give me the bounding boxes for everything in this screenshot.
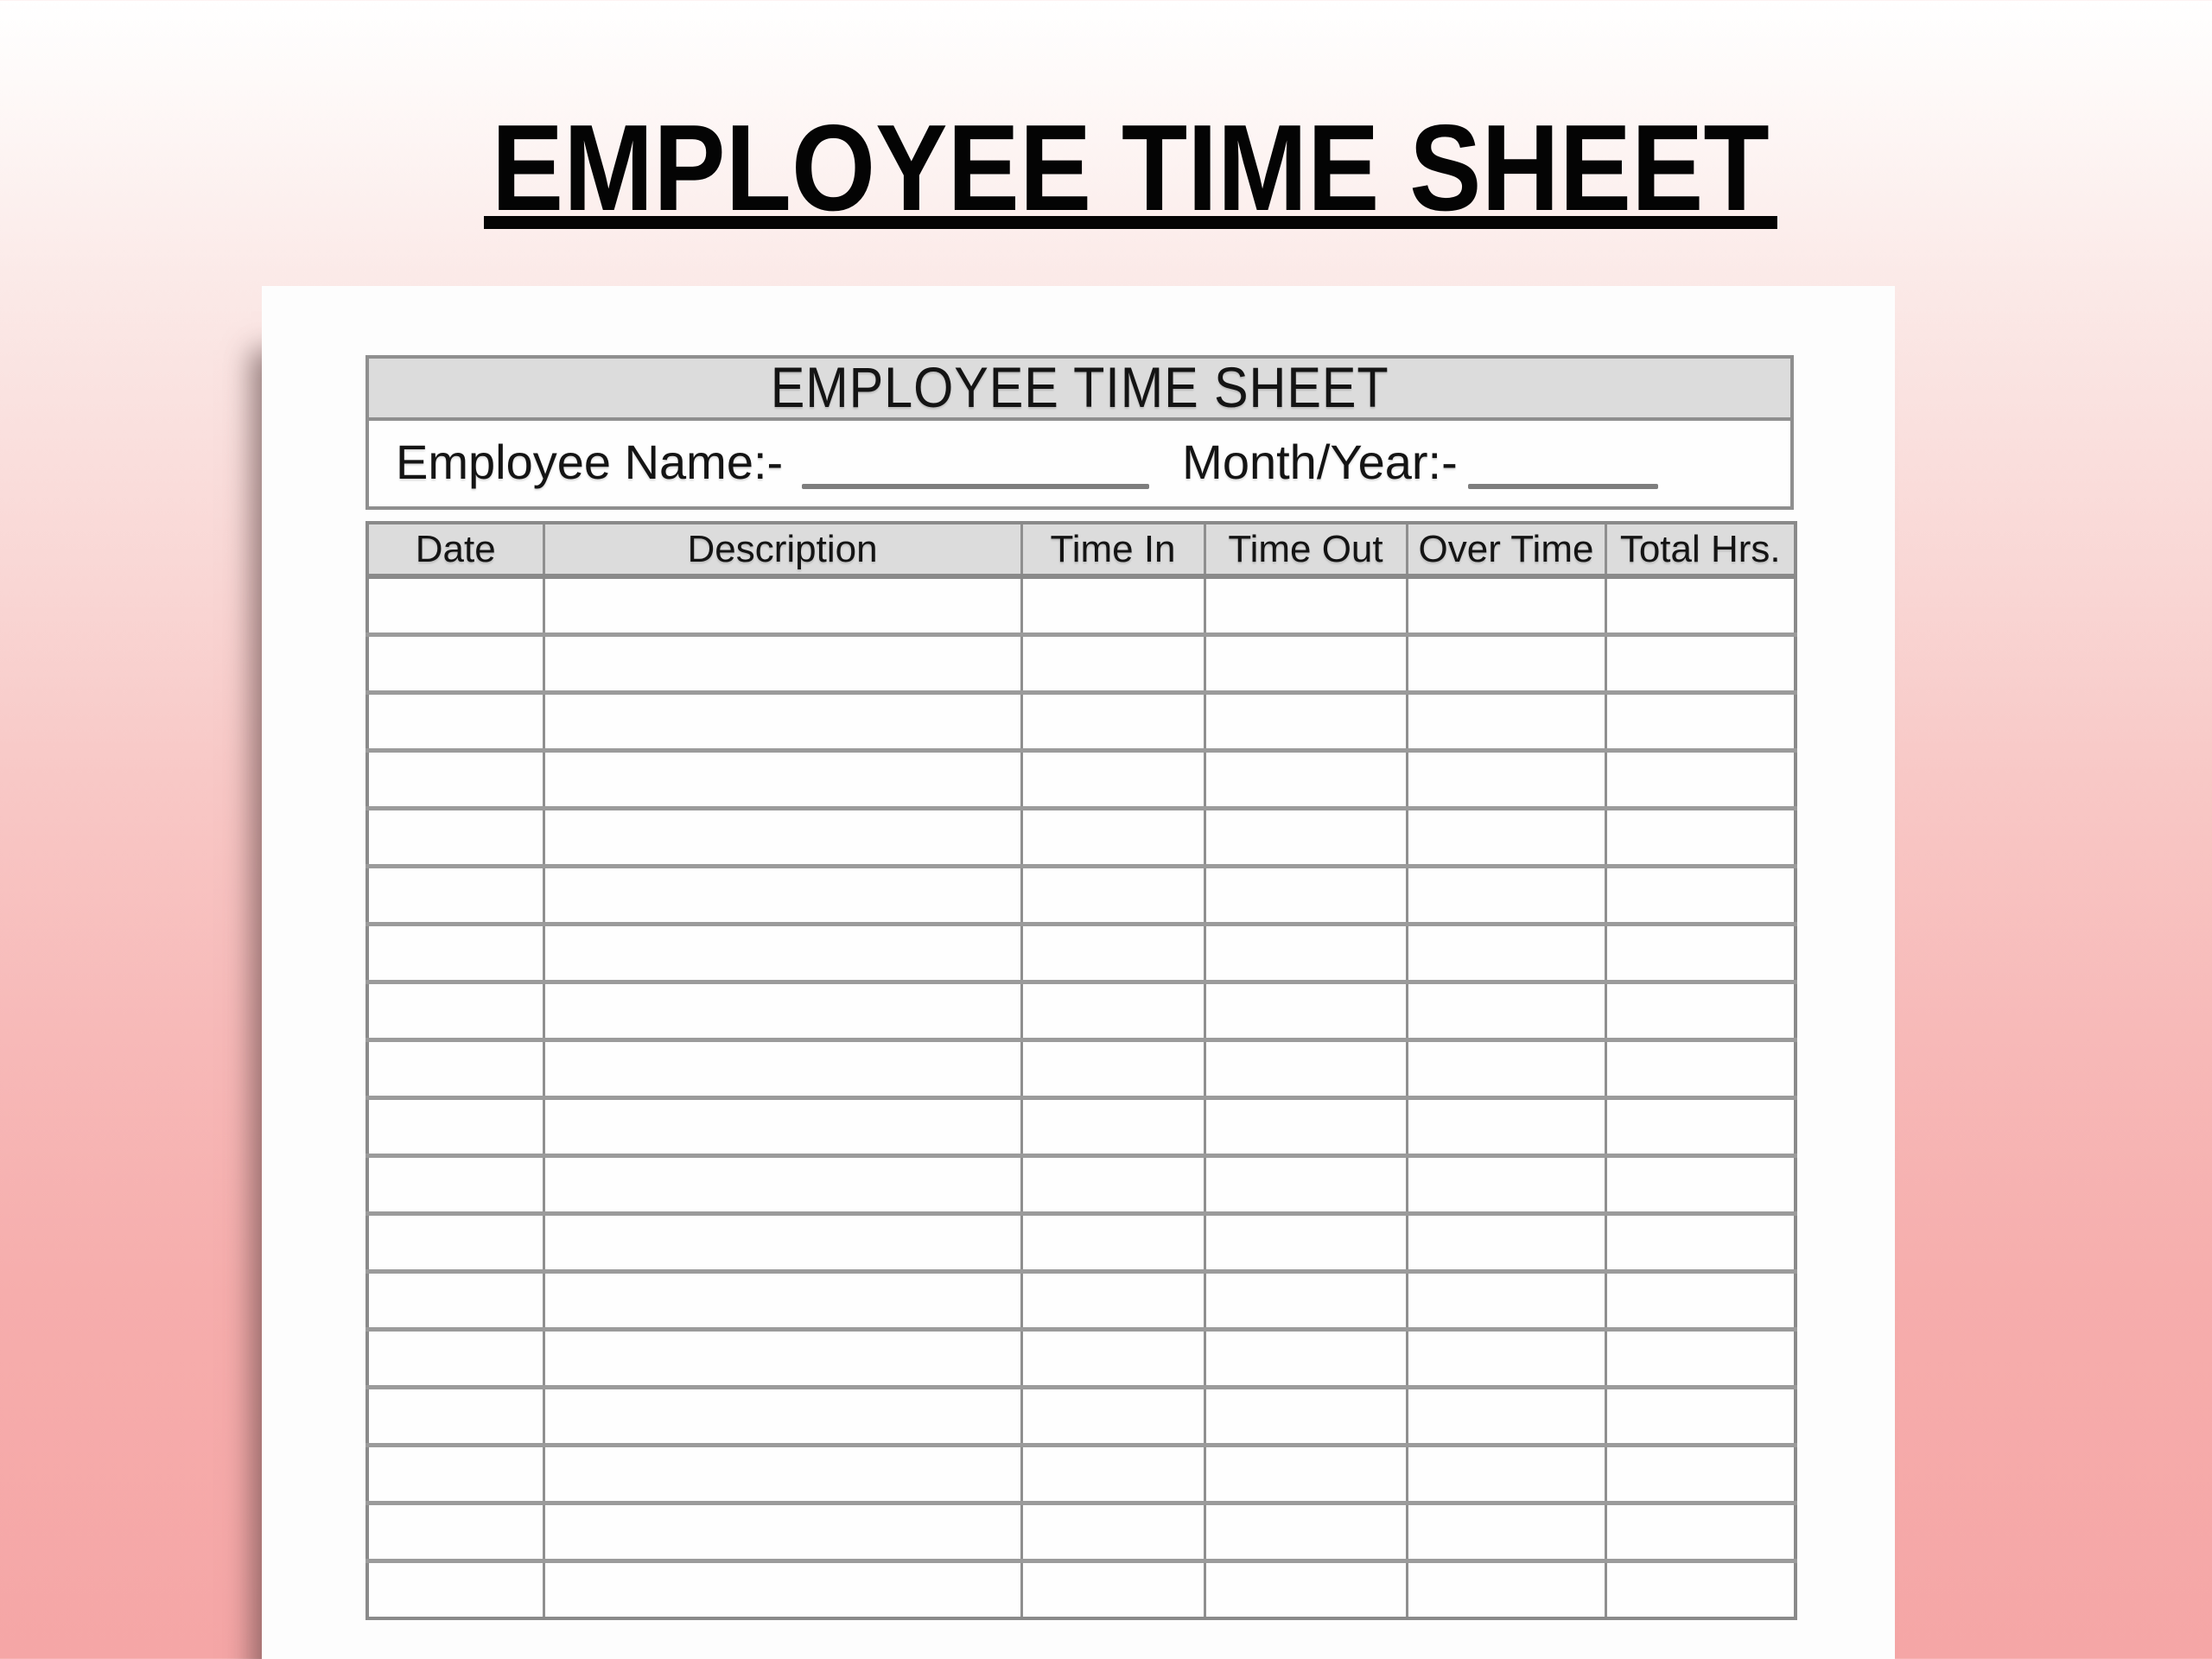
table-cell	[1021, 1503, 1205, 1560]
table-cell	[1605, 1213, 1796, 1271]
employee-name-input-line[interactable]	[802, 484, 1149, 489]
table-row	[367, 576, 1796, 634]
table-cell	[1407, 866, 1605, 924]
table-cell	[543, 1503, 1021, 1560]
table-cell	[1205, 1329, 1407, 1387]
table-cell	[1605, 750, 1796, 808]
table-cell	[1021, 1039, 1205, 1097]
table-cell	[543, 750, 1021, 808]
table-cell	[543, 634, 1021, 692]
employee-name-label: Employee Name:-	[396, 435, 784, 489]
column-header-over-time: Over Time	[1407, 523, 1605, 576]
table-cell	[1205, 576, 1407, 634]
month-year-label: Month/Year:-	[1182, 435, 1458, 489]
employee-info-row	[365, 421, 1794, 510]
table-cell	[1205, 1387, 1407, 1445]
table-cell	[367, 808, 543, 866]
table-cell	[367, 1560, 543, 1618]
table-row	[367, 808, 1796, 866]
table-row	[367, 1445, 1796, 1503]
table-cell	[1605, 1387, 1796, 1445]
table-cell	[1021, 692, 1205, 750]
table-cell	[1021, 982, 1205, 1039]
table-row	[367, 866, 1796, 924]
table-cell	[1407, 808, 1605, 866]
table-cell	[1205, 1503, 1407, 1560]
table-cell	[1605, 1039, 1796, 1097]
table-cell	[1021, 1387, 1205, 1445]
column-header-date: Date	[367, 523, 543, 576]
table-row	[367, 692, 1796, 750]
month-year-input-line[interactable]	[1468, 484, 1658, 489]
table-cell	[1407, 692, 1605, 750]
table-cell	[367, 1329, 543, 1387]
table-cell	[1605, 634, 1796, 692]
timesheet-body	[367, 576, 1796, 1618]
table-cell	[1407, 1503, 1605, 1560]
table-row	[367, 1560, 1796, 1618]
table-cell	[1021, 866, 1205, 924]
table-cell	[1021, 1271, 1205, 1329]
table-cell	[1407, 1387, 1605, 1445]
table-cell	[367, 982, 543, 1039]
table-cell	[1407, 1097, 1605, 1155]
table-cell	[367, 1039, 543, 1097]
table-cell	[1407, 924, 1605, 982]
table-cell	[1407, 750, 1605, 808]
table-cell	[1605, 1097, 1796, 1155]
table-cell	[1407, 576, 1605, 634]
table-cell	[367, 1271, 543, 1329]
table-row	[367, 924, 1796, 982]
table-cell	[367, 750, 543, 808]
table-cell	[1407, 982, 1605, 1039]
timesheet-paper	[262, 286, 1895, 1659]
column-header-description: Description	[543, 523, 1021, 576]
table-cell	[1605, 982, 1796, 1039]
table-cell	[1407, 1039, 1605, 1097]
table-cell	[1205, 692, 1407, 750]
table-cell	[1205, 1271, 1407, 1329]
table-cell	[543, 1097, 1021, 1155]
table-cell	[1407, 1155, 1605, 1213]
table-cell	[1021, 1213, 1205, 1271]
column-header-time-out: Time Out	[1205, 523, 1407, 576]
sheet-title-bar	[365, 355, 1794, 421]
table-row	[367, 1503, 1796, 1560]
table-cell	[1407, 1271, 1605, 1329]
table-cell	[1205, 1445, 1407, 1503]
table-row	[367, 750, 1796, 808]
table-cell	[367, 1503, 543, 1560]
table-cell	[1407, 1560, 1605, 1618]
table-cell	[1205, 634, 1407, 692]
column-header-total-hrs: Total Hrs.	[1605, 523, 1796, 576]
table-cell	[1021, 750, 1205, 808]
table-cell	[1205, 1213, 1407, 1271]
table-row	[367, 1213, 1796, 1271]
table-cell	[1205, 1039, 1407, 1097]
table-cell	[1021, 634, 1205, 692]
table-cell	[1021, 1445, 1205, 1503]
table-cell	[367, 634, 543, 692]
table-cell	[543, 1387, 1021, 1445]
table-cell	[543, 1271, 1021, 1329]
table-cell	[543, 1155, 1021, 1213]
table-cell	[1407, 1329, 1605, 1387]
spacer	[1149, 421, 1182, 506]
table-cell	[1605, 1560, 1796, 1618]
table-row	[367, 1097, 1796, 1155]
table-cell	[1021, 1097, 1205, 1155]
table-cell	[1021, 576, 1205, 634]
table-cell	[1605, 1503, 1796, 1560]
table-cell	[543, 1039, 1021, 1097]
table-cell	[1605, 1445, 1796, 1503]
header-row	[367, 523, 1796, 576]
table-row	[367, 1387, 1796, 1445]
table-row	[367, 1329, 1796, 1387]
table-cell	[1205, 1097, 1407, 1155]
table-cell	[1205, 1560, 1407, 1618]
timesheet-header	[367, 523, 1796, 576]
table-cell	[543, 924, 1021, 982]
table-cell	[1605, 808, 1796, 866]
table-cell	[367, 1387, 543, 1445]
table-cell	[1605, 924, 1796, 982]
table-cell	[543, 808, 1021, 866]
table-cell	[1021, 808, 1205, 866]
page-title: EMPLOYEE TIME SHEET	[484, 121, 1777, 229]
table-cell	[367, 576, 543, 634]
table-cell	[367, 866, 543, 924]
table-cell	[1021, 1329, 1205, 1387]
table-cell	[1205, 866, 1407, 924]
table-cell	[1205, 750, 1407, 808]
table-cell	[1605, 1155, 1796, 1213]
table-cell	[1021, 1560, 1205, 1618]
table-cell	[543, 1445, 1021, 1503]
table-cell	[1205, 1155, 1407, 1213]
table-cell	[367, 1213, 543, 1271]
table-cell	[1205, 924, 1407, 982]
table-row	[367, 1271, 1796, 1329]
table-cell	[1407, 1445, 1605, 1503]
table-cell	[543, 866, 1021, 924]
table-cell	[1021, 1155, 1205, 1213]
column-header-time-in: Time In	[1021, 523, 1205, 576]
table-cell	[1205, 808, 1407, 866]
page-title-wrap	[0, 99, 2212, 237]
timesheet-table	[365, 521, 1797, 1620]
table-cell	[543, 1560, 1021, 1618]
table-cell	[543, 576, 1021, 634]
table-row	[367, 634, 1796, 692]
table-cell	[367, 1445, 543, 1503]
table-cell	[1407, 634, 1605, 692]
table-cell	[1605, 1271, 1796, 1329]
table-cell	[543, 692, 1021, 750]
table-row	[367, 982, 1796, 1039]
table-cell	[1605, 1329, 1796, 1387]
table-cell	[1021, 924, 1205, 982]
table-cell	[367, 1097, 543, 1155]
table-cell	[1605, 692, 1796, 750]
table-cell	[367, 924, 543, 982]
table-cell	[1205, 982, 1407, 1039]
table-row	[367, 1039, 1796, 1097]
table-cell	[367, 692, 543, 750]
table-cell	[543, 982, 1021, 1039]
table-cell	[367, 1155, 543, 1213]
table-cell	[543, 1213, 1021, 1271]
sheet-title: EMPLOYEE TIME SHEET	[770, 355, 1389, 419]
sheet-header-box	[365, 355, 1794, 510]
table-cell	[1605, 576, 1796, 634]
table-cell	[543, 1329, 1021, 1387]
table-row	[367, 1155, 1796, 1213]
table-cell	[1407, 1213, 1605, 1271]
table-cell	[1605, 866, 1796, 924]
